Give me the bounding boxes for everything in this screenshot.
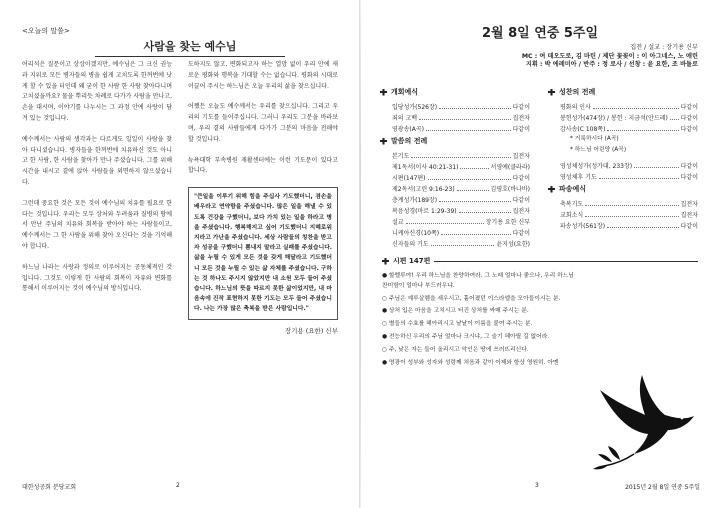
service-row xyxy=(548,208,698,219)
service-row xyxy=(548,122,698,133)
service-role: 다같이 xyxy=(512,197,530,204)
service-row xyxy=(548,100,698,111)
section-heading xyxy=(548,87,698,97)
service-role: 서영예(클라라) xyxy=(490,164,530,171)
leader-line: 지휘 : 박 에레미아 / 반주 : 정 로사 / 선창 : 윤 요한, 조 바돌로 xyxy=(525,61,698,68)
sermon-title: 사람을 찾는 예수님 xyxy=(95,38,285,57)
service-role: 집전자 xyxy=(512,153,530,160)
dotted-leader xyxy=(593,108,679,109)
psalm-verse: ● 영광이 성부와 성자와 성령께 처음과 같이 이제와 항상 영원히. 아멘 xyxy=(382,359,559,366)
service-subitem-label: 거룩하시다 (A곡) xyxy=(574,136,619,142)
sermon-column-2 xyxy=(188,60,338,336)
dotted-leader xyxy=(428,179,511,180)
service-role: 집전자 xyxy=(512,208,530,215)
service-row xyxy=(380,215,530,226)
service-item: 신자들의 기도 xyxy=(392,241,429,248)
sermon-paragraph: 뉴욕대학 부속병원 재활센터에는 이런 기도문이 있다고 합니다. xyxy=(188,156,338,175)
service-subitem: * 거룩하시다 (A곡) xyxy=(570,136,619,142)
service-role: 윤지성(요한) xyxy=(496,241,530,248)
dotted-leader xyxy=(670,119,679,120)
dotted-leader xyxy=(460,168,488,169)
service-item: 축복기도 xyxy=(560,201,584,208)
order-of-service-right xyxy=(548,84,698,230)
section-title: 성찬의 전례 xyxy=(559,88,596,96)
section-title: 말씀의 전례 xyxy=(391,137,428,145)
leader-line: MC : 여 데오도로, 김 마틴 / 제단 꽃꽂이 : 이 아그네스, 노 애린 xyxy=(521,52,698,60)
service-item: 봉헌성가(474장) / 봉헌 : 지금석(안드레) xyxy=(560,115,668,122)
sermon-paragraph: 예수께서는 사람의 생각과는 다르게도 일일이 사람을 찾아 다니셨습니다. 병자들을 한꺼번에 치유하신 것도 아니고 한 사람, 한 사람을 찾아가 만나 주셨습니다. 그를 위해 시간을 내시고 곁에 앉아 사람들을 외면하지 않으셨습니다. xyxy=(22,135,172,186)
page-number-left: 2 xyxy=(176,482,180,489)
dotted-leader xyxy=(439,108,510,109)
dotted-leader xyxy=(419,119,511,120)
right-page xyxy=(360,0,720,508)
service-item: 설교 xyxy=(392,219,404,226)
order-of-service-left xyxy=(380,84,530,248)
service-role: 김평호(바나바) xyxy=(490,186,530,193)
section-heading xyxy=(548,184,698,194)
psalm-title: 시편 147편 xyxy=(393,257,431,265)
psalm-heading xyxy=(382,256,698,266)
sermon-paragraph: 도하지도 않고, 변화되고자 하는 열망 없이 우리 안에 새로운 평화와 행복을 기대할 수는 없습니다. 평화의 시대로 이끌어 주시는 하느님은 오늘 우리의 삶을 찾으십니다. xyxy=(188,61,338,90)
section-heading xyxy=(380,87,530,97)
service-role: 다같이 xyxy=(680,115,698,122)
cross-icon xyxy=(548,89,555,96)
psalm-verse: ● 전능하신 우리의 주님 얼마나 크시냐, 그 슬기 헤아릴 길 없어라. xyxy=(382,333,550,340)
service-item: 복음성경(마르 1:29-39) xyxy=(392,208,457,215)
sermon-column-1 xyxy=(22,60,172,305)
service-role: 다같이 xyxy=(512,126,530,133)
service-item: 제1독서(이사 40:21-31) xyxy=(392,164,459,171)
psalm-verse: ○ 주, 낮은 자는 들어 올리시고 악인은 땅에 쓰러뜨리신다. xyxy=(382,346,529,353)
service-role: 집전자 xyxy=(680,212,698,219)
service-date-title: 2월 8일 연중 5주일 xyxy=(481,26,599,41)
psalm-verse: ● 상처 입은 마음을 고치시고 터진 상처를 싸매 주시는 분. xyxy=(382,308,529,315)
service-row xyxy=(380,204,530,215)
service-row xyxy=(380,182,530,193)
service-row xyxy=(380,226,530,237)
dotted-leader xyxy=(585,205,678,206)
cross-icon xyxy=(382,258,389,265)
cross-icon xyxy=(548,186,555,193)
dotted-leader xyxy=(411,157,510,158)
service-row xyxy=(548,111,698,122)
dotted-leader xyxy=(607,227,678,228)
service-item: 교회소식 xyxy=(560,212,584,219)
sermon-paragraph: 어쨌든 오늘도 예수께서는 우리를 찾으십니다. 그리고 우리의 기도를 들어주십니다. 그러니 우리도 그분을 바라보며, 우리 곁의 사람들에게 다가가 그분의 마음을 전해야 할 것입니다. xyxy=(188,103,338,143)
sermon-signature: 장기용 (요한) 신부 xyxy=(284,326,338,335)
sermon-paragraph: 하느님 나라는 사랑과 정의로 이루어지는 공동체적인 것입니다. 그것도 이렇게 한 사람의 회복이 자유와 변화를 통해서 이루어지는 것이 예수님의 방식입니다. xyxy=(22,263,172,293)
service-item: 제2독서(고린 9:16-23) xyxy=(392,186,455,193)
dotted-leader xyxy=(585,216,678,217)
dotted-leader xyxy=(431,245,495,246)
service-role: 다같이 xyxy=(512,175,530,182)
service-item: 니케아신경(10쪽) xyxy=(392,230,440,237)
service-row xyxy=(548,219,698,230)
service-row xyxy=(380,193,530,204)
dotted-leader xyxy=(459,212,511,213)
service-row xyxy=(380,149,530,160)
service-role: 다같이 xyxy=(512,230,530,237)
section-tag: <오늘의 말씀> xyxy=(22,27,70,35)
footer-church-name: 대한성공회 분당교회 xyxy=(22,484,77,491)
dotted-leader xyxy=(457,190,489,191)
dotted-leader xyxy=(607,130,678,131)
heading-rule xyxy=(434,261,698,262)
service-role: 다같이 xyxy=(680,223,698,230)
service-row xyxy=(548,159,698,170)
service-row xyxy=(380,122,530,133)
service-item: 죄의 고백 xyxy=(392,115,418,122)
prayer-quote-box: "큰일을 이루기 위해 힘을 주십사 기도했더니, 겸손을 배우라고 연약함을 주셨습니다. 많은 일을 해낼 수 있도록 건강을 구했더니, 보다 가치 있는 일을 하라고 병을 주셨습니다. 행복해지고 싶어 기도했더니 지혜로워지라고 가난을 주셨습니다. 세상 사람들의 칭찬을 받고자 성공을 구했더니 뽐내지 말라고 실패를 주셨습니다. 삶을 누릴 수 있게 모든 것을 갖게 해달라고 기도했더니 모든 것을 누릴 수 있는 삶 자체를 주셨습니다. 구하는 것 하나도 주시지 않았지만 내 소원 모두 들어 주셨습니다. 하느님의 뜻을 따르지 못한 삶이었지만, 내 마음속에 진작 표현하지 못한 기도는 모두 들어 주셨습니다. 나는 가장 많은 축복을 받은 사람입니다." xyxy=(188,187,338,319)
psalm-text xyxy=(382,272,577,371)
service-item: 영성체성가(성가대, 233장) xyxy=(560,163,633,170)
cross-icon xyxy=(380,138,387,145)
footer-date: 2015년 2월 8일 연중 5주일 xyxy=(625,484,700,491)
leader-line: 집전 / 설교 : 장기용 신부 xyxy=(630,44,698,51)
service-item: 시편(147편) xyxy=(392,175,426,182)
service-item: 파송성가(561장) xyxy=(560,223,606,230)
service-role: 다같이 xyxy=(680,163,698,170)
dotted-leader xyxy=(406,223,484,224)
dotted-leader xyxy=(599,178,679,179)
service-item: 층계성가(189장) xyxy=(392,197,438,204)
dotted-leader xyxy=(441,234,511,235)
service-item: 영광송(A곡) xyxy=(392,126,424,133)
service-role: 집전자 xyxy=(512,115,530,122)
page-number-right: 3 xyxy=(535,482,539,489)
service-row xyxy=(380,237,530,248)
service-role: 장기용 요한 신부 xyxy=(485,219,530,226)
psalm-verse: ● 할렐루야! 우리 하느님을 찬양하여라. 그 노래 얼마나 좋으나, 우리 하느님 찬미함이 얼마나 부드러우냐. xyxy=(382,273,574,289)
sermon-paragraph: 어리석은 질문이고 상상이겠지만, 예수님은 그 크신 권능과 지위로 모든 병자들의 병을 쉽게 고치도록 한꺼번에 낫게 할 수 있을 터인데 왜 굳이 한 사람 한 사람 찾아다니며 고치셨을까요? 물을 뿌리듯 차례로 다가가 사람을 만나고, 손을 대시며, 이야기를 나누시는 그 과정 안에 사랑이 담겨 있는 것입니다. xyxy=(22,61,172,122)
dove-olive-branch-icon xyxy=(590,370,700,470)
cross-icon xyxy=(380,89,387,96)
service-item: 영성체후 기도 xyxy=(560,174,597,181)
service-item: 본기도 xyxy=(392,153,410,160)
service-role: 다같이 xyxy=(680,174,698,181)
section-title: 파송예식 xyxy=(559,185,587,193)
service-item: 입당성가(526장) xyxy=(392,104,438,111)
dotted-leader xyxy=(439,201,510,202)
dotted-leader xyxy=(426,130,511,131)
section-title: 개회예식 xyxy=(391,88,419,96)
psalm-verse: ○ 주님은 예루살렘을 세우시고, 흩어졌던 이스라엘을 모아들이시는 분. xyxy=(382,295,561,302)
service-role: 집전자 xyxy=(680,201,698,208)
dotted-leader xyxy=(634,167,678,168)
service-role: 다같이 xyxy=(680,126,698,133)
service-item: 감사송(C 108쪽) xyxy=(560,126,606,133)
service-row xyxy=(380,100,530,111)
service-role: 다같이 xyxy=(680,104,698,111)
service-row xyxy=(380,160,530,171)
service-item: 평화의 인사 xyxy=(560,104,591,111)
service-role: 다같이 xyxy=(512,104,530,111)
service-subitem: * 하느님 어린양 (A곡) xyxy=(570,147,627,153)
service-row xyxy=(380,111,530,122)
sermon-paragraph: 그런데 중요한 것은 모든 것이 예수님의 치유를 필요로 한다는 것입니다. 우리는 모두 상처와 두려움과 질병의 땅에서 만난 주님의 치유와 회복을 받아야 하는 사람들이고, 예수께서는 그 한 사람을 위해 찾아 오신다는 것을 기억해야 합니다. xyxy=(22,199,172,250)
psalm-verse: ○ 별들의 수효를 헤아리시고 낱낱이 이름을 붙여 주시는 분. xyxy=(382,321,533,328)
section-heading xyxy=(380,136,530,146)
service-row xyxy=(380,171,530,182)
service-leaders xyxy=(522,44,698,70)
service-row xyxy=(548,170,698,181)
service-subitem-label: 하느님 어린양 (A곡) xyxy=(574,147,627,153)
service-row xyxy=(548,197,698,208)
